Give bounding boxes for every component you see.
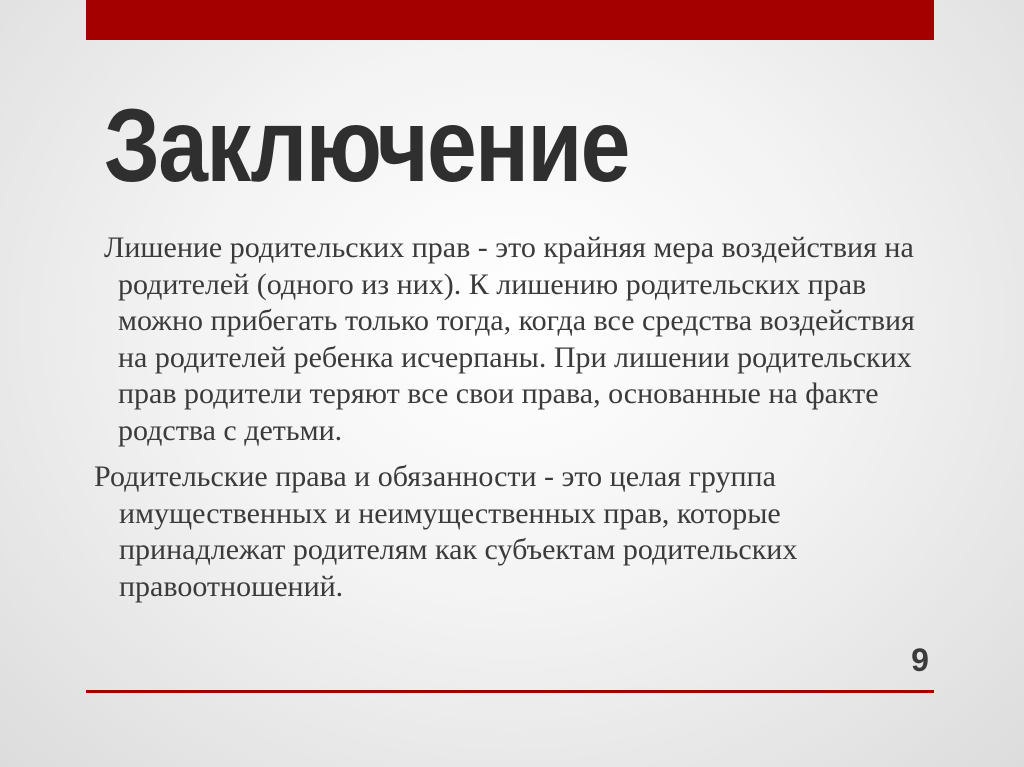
top-accent-bar [86,0,934,40]
slide-body [94,230,924,605]
paragraph-parental-rights: Родительские права и обязанности - это целая группа имущественных и неимущественных прав, которые принадлежат родителям как субъектам родительских правоотношений. [94,460,798,603]
page-number: 9 [911,642,929,678]
bottom-divider [86,690,934,693]
paragraph-deprivation: Лишение родительских прав - это крайняя мера воздействия на родителей (одного из них). К лишению родительских прав можно прибегать только тогда, когда все средства воздействия на родителей ребенка исчерпаны. При лишении родительских прав родители теряют все свои права, основанные на факте родства с детьми. [104,231,915,447]
slide-title: Заключение [104,88,629,204]
